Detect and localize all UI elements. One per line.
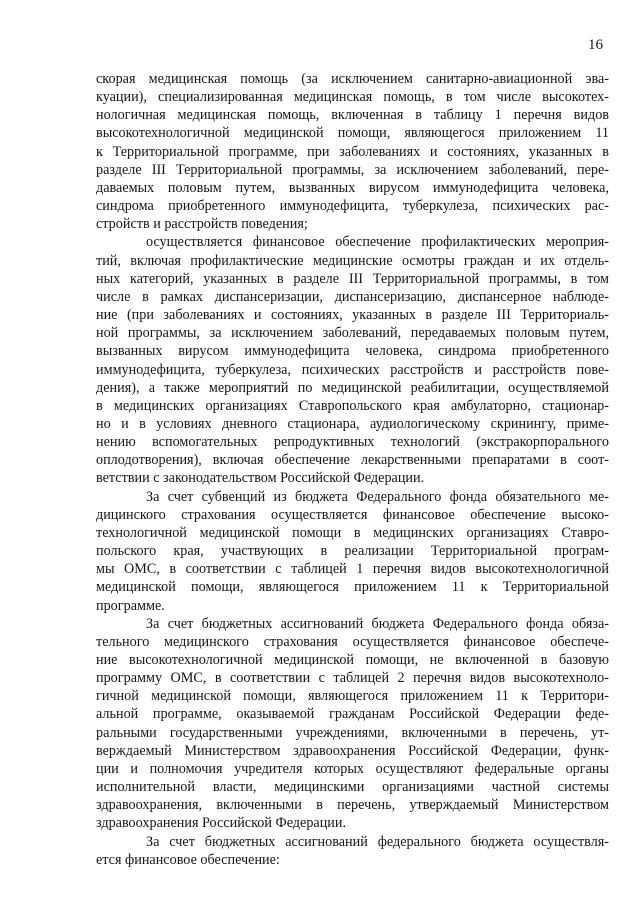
text-line: программе. [96,597,165,614]
text-line: ветствии с законодательством Российской Федерации. [96,470,425,487]
text-line: в медицинских организациях Ставропольского края амбулаторно, стационар- [96,397,609,414]
text-line: мы ОМС, в соответствии с таблицей 1 перечня видов высокотехнологичной [96,561,609,578]
page-number: 16 [588,37,603,53]
text-line: осуществляется финансовое обеспечение профилактических мероприя- [146,234,609,251]
text-line: нению вспомогательных репродуктивных технологий (экстракорпорального [96,434,609,451]
text-line: гичной медицинской помощи, являющегося приложением 11 к Территори- [96,688,609,705]
text-line: разделе III Территориальной программы, за исключением заболеваний, пере- [96,161,609,178]
text-line: высокотехнологичной медицинской помощи, являющегося приложением 11 [96,125,609,142]
paragraph [96,615,609,833]
text-line: здравоохранения Российской Федерации. [96,815,347,832]
text-line: дицинского страхования осуществляется финансовое обеспечение высоко- [96,506,609,523]
text-line: медицинской помощи, являющегося приложением 11 к Территориальной [96,579,609,596]
text-line: оплодотворения), включая обеспечение лекарственными препаратами в соот- [96,452,609,469]
text-line: ных категорий, указанных в разделе III Территориальной программы, в том [96,270,609,287]
text-line: ральными государственными учреждениями, включенными в перечень, ут- [96,724,609,741]
text-line: ной программы, за исключением заболеваний, передаваемых половым путем, [96,325,609,342]
text-line: куации), специализированная медицинская помощь, в том числе высокотех- [96,89,609,106]
text-line: исполнительной власти, медицинскими организациями частной системы [96,779,609,796]
text-line: синдрома приобретенного иммунодефицита, туберкулеза, психических рас- [96,198,609,215]
text-line: к Территориальной программе, при заболеваниях и состояниях, указанных в [96,143,609,160]
paragraph [96,488,609,615]
text-line: ние (при заболеваниях и состояниях, указанных в разделе III Территориаль- [96,307,609,324]
text-line: верждаемый Министерством здравоохранения Российской Федерации, функ- [96,742,609,759]
text-line: но и в условиях дневного стационара, аудиологическому скринингу, приме- [96,415,609,432]
text-line: дения), а также мероприятий по медицинской реабилитации, осуществляемой [96,379,609,396]
text-line: числе в рамках диспансеризации, диспансеризацию, диспансерное наблюде- [96,288,609,305]
text-line: иммунодефицита, туберкулеза, психических расстройств и расстройств пове- [96,361,609,378]
text-line: За счет субвенций из бюджета Федерального фонда обязательного ме- [146,488,609,505]
paragraph [96,233,609,487]
body-text [96,70,609,869]
text-line: польского края, участвующих в реализации Территориальной програм- [96,543,609,560]
text-line: даваемых половым путем, вызванных вирусом иммунодефицита человека, [96,179,609,196]
text-line: стройств и расстройств поведения; [96,216,308,233]
text-line: За счет бюджетных ассигнований бюджета Федерального фонда обяза- [146,615,609,632]
text-line: альной программе, оказываемой гражданам Российской Федерации феде- [96,706,609,723]
text-line: скорая медицинская помощь (за исключением санитарно-авиационной эва- [96,71,609,87]
paragraph [96,70,609,233]
text-line: программу ОМС, в соответствии с таблицей 2 перечня видов высокотехноло- [96,670,609,687]
text-line: ется финансовое обеспечение: [96,851,280,868]
text-line: технологичной медицинской помощи в медицинских организациях Ставро- [96,524,609,541]
text-line: здравоохранения, включенными в перечень, утверждаемый Министерством [96,797,609,814]
paragraph [96,833,609,869]
text-line: ние высокотехнологичной медицинской помощи, не включенной в базовую [96,652,609,668]
text-line: тий, включая профилактические медицинские осмотры граждан и их отдель- [96,252,609,269]
text-line: вызванных вирусом иммунодефицита человека, синдрома приобретенного [96,343,609,360]
text-line: За счет бюджетных ассигнований федерального бюджета осуществля- [146,833,609,850]
text-line: тельного медицинского страхования осуществляется финансовое обеспече- [96,633,609,650]
text-line: ции и полномочия учредителя которых осуществляют федеральные органы [96,760,609,777]
text-line: нологичная медицинская помощь, включенная в таблицу 1 перечня видов [96,107,609,124]
